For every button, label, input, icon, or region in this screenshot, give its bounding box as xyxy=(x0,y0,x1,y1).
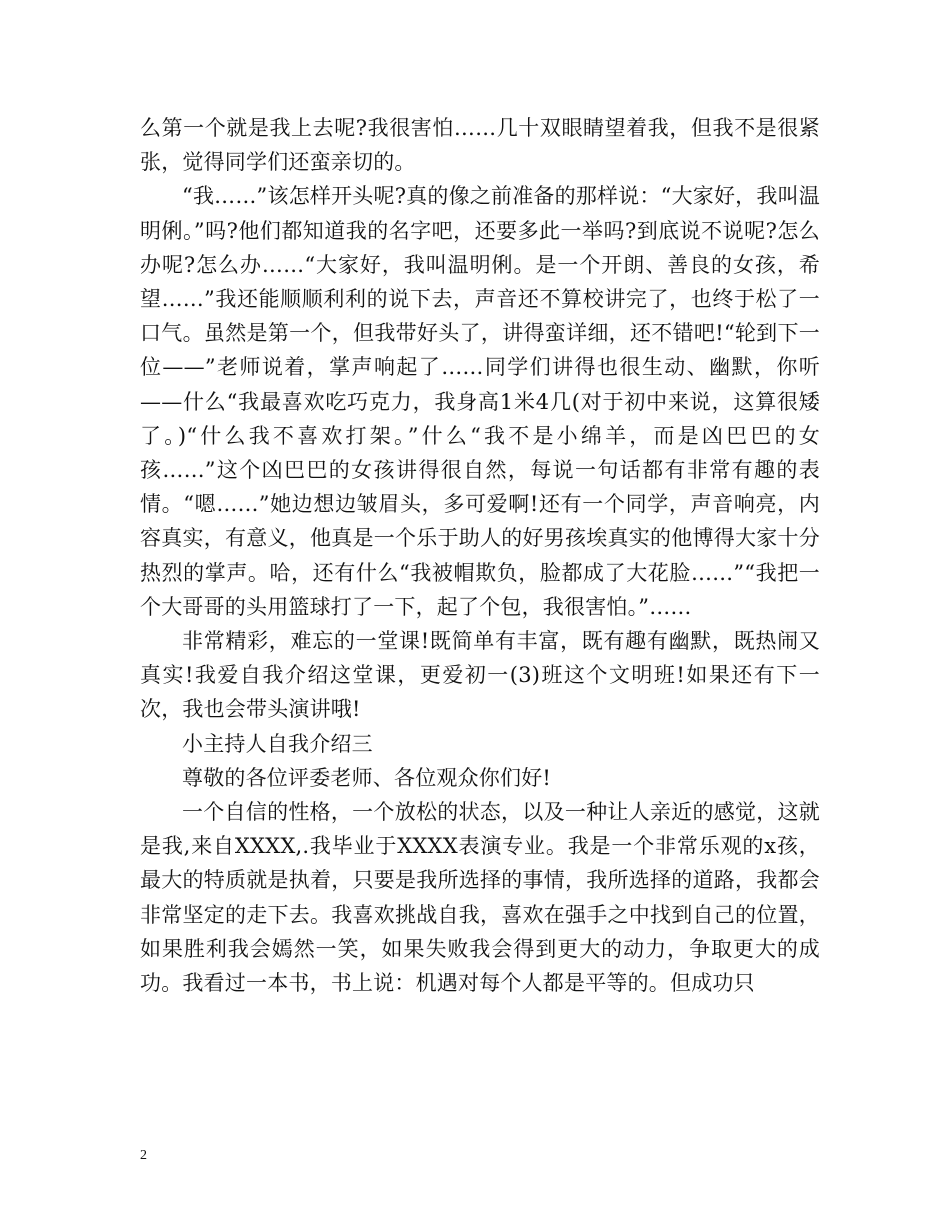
paragraph-conclusion: 非常精彩，难忘的一堂课!既简单有丰富，既有趣有幽默，既热闹又真实!我爱自我介绍这堂课，更爱初一(3)班这个文明班!如果还有下一次，我也会带头演讲哦! xyxy=(140,629,820,722)
section-heading: 小主持人自我介绍三 xyxy=(182,731,373,756)
paragraph-continuation: 么第一个就是我上去呢?我很害怕……几十双眼睛望着我，但我不是很紧张，觉得同学们还蛮亲切的。 xyxy=(140,116,820,175)
paragraph-host-introduction: 一个自信的性格，一个放松的状态，以及一种让人亲近的感觉，这就是我,来自XXXX,.我毕业于XXXX表演专业。我是一个非常乐观的x孩，最大的特质就是执着，只要是我所选择的事情，我所选择的道路，我都会非常坚定的走下去。我喜欢挑战自我，喜欢在强手之中找到自己的位置，如果胜利我会嫣然一笑，如果失败我会得到更大的动力，争取更大的成功。我看过一本书，书上说：机遇对每个人都是平等的。但成功只 xyxy=(140,800,820,996)
document-body xyxy=(140,111,820,1000)
paragraph-self-introduction-scene: “我……”该怎样开头呢?真的像之前准备的那样说：“大家好，我叫温明俐。”吗?他们都知道我的名字吧，还要多此一举吗?到底说不说呢?怎么办呢?怎么办……“大家好，我叫温明俐。是一个开朗、善良的女孩，希望……”我还能顺顺利利的说下去，声音还不算校讲完了，也终于松了一口气。虽然是第一个，但我带好头了，讲得蛮详细，还不错吧!“轮到下一位——”老师说着，掌声响起了……同学们讲得也很生动、幽默，你听——什么“我最喜欢吃巧克力，我身高1米4几(对于初中来说，这算很矮了。)“什么我不喜欢打架。”什么“我不是小绵羊，而是凶巴巴的女孩……”这个凶巴巴的女孩讲得很自然，每说一句话都有非常有趣的表情。“嗯……”她边想边皱眉头，多可爱啊!还有一个同学，声音响亮，内容真实，有意义，他真是一个乐于助人的好男孩埃真实的他博得大家十分热烈的掌声。哈，还有什么“我被帽欺负，脸都成了大花脸……”“我把一个大哥哥的头用篮球打了一下，起了个包，我很害怕。”…… xyxy=(140,184,820,619)
paragraph-greeting: 尊敬的各位评委老师、各位观众你们好! xyxy=(182,765,552,790)
page-number: 2 xyxy=(140,1148,147,1163)
